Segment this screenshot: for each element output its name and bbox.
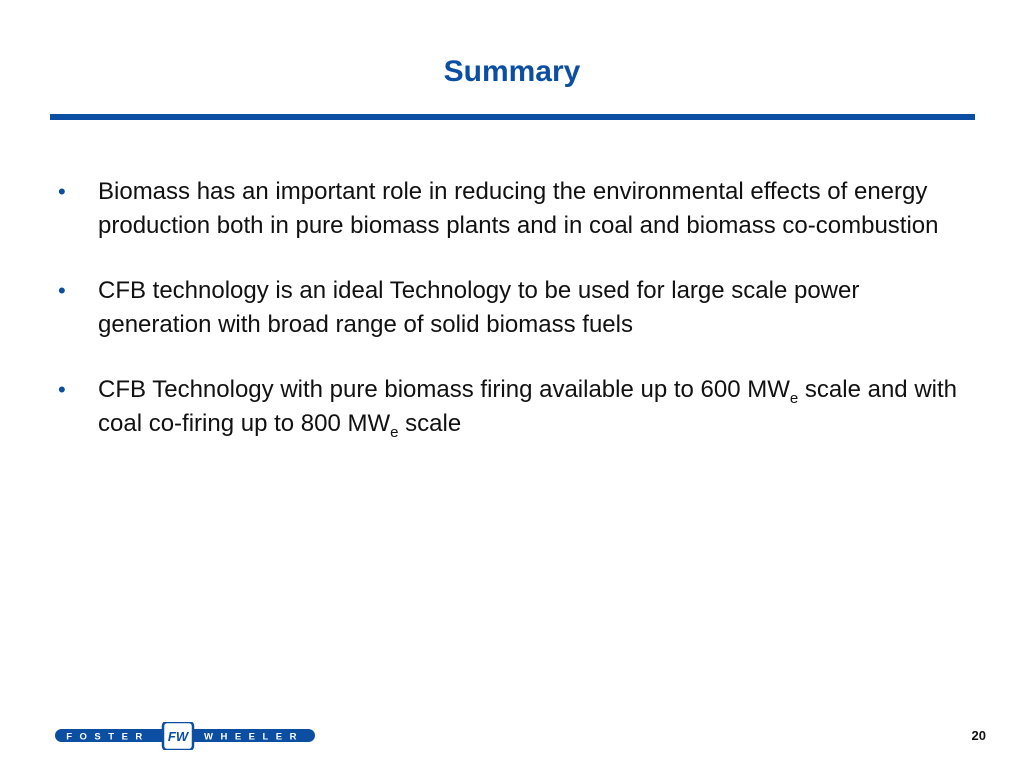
bullet-point-icon: •	[58, 179, 66, 204]
bullet-text	[98, 376, 958, 441]
bullet-text-part: scale and with coal co-firing up to 800 MW	[98, 376, 958, 437]
bullet-item-2	[58, 274, 963, 342]
bullet-point-icon: •	[58, 278, 66, 303]
bullet-text-part: scale	[398, 410, 462, 437]
logo-mark: FW	[167, 729, 189, 744]
slide-title: Summary	[443, 55, 581, 88]
title-divider	[50, 114, 975, 120]
subscript: e	[390, 424, 399, 441]
bullet-item-1	[58, 175, 963, 243]
subscript: e	[789, 390, 799, 407]
logo-text-right: WHEELER	[204, 731, 304, 743]
bullet-text-part: CFB Technology with pure biomass firing available up to 600 MW	[98, 376, 790, 403]
bullet-list	[58, 175, 963, 472]
bullet-text: Biomass has an important role in reducing the environmental effects of energy production both in pure biomass plants and in coal and biomass co-combustion	[98, 178, 939, 239]
bullet-item-3	[58, 373, 963, 441]
bullet-point-icon: •	[58, 377, 66, 402]
page-number: 20	[971, 728, 986, 743]
foster-wheeler-logo	[55, 722, 315, 750]
bullet-text: CFB technology is an ideal Technology to be used for large scale power generation with broad range of solid biomass fuels	[98, 277, 860, 338]
logo-text-left: FOSTER	[66, 731, 150, 743]
